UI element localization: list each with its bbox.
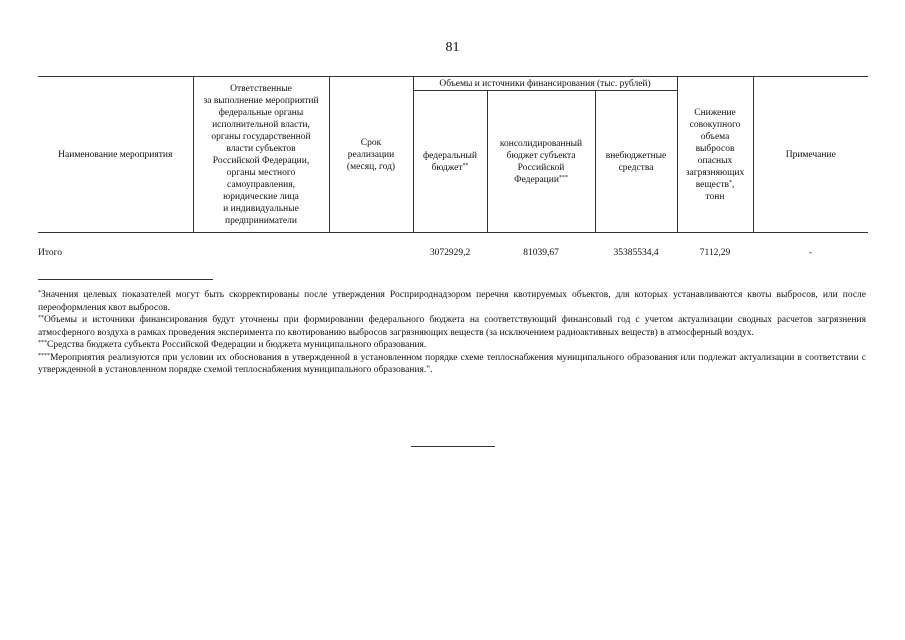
header-line: Российской — [517, 162, 565, 173]
header-line: самоуправления, — [227, 179, 295, 190]
header-line: Российской Федерации, — [212, 155, 310, 166]
header-line: бюджет — [431, 162, 463, 173]
header-line: совокупного — [689, 119, 741, 130]
footnote-4 — [38, 352, 866, 377]
header-reduction — [677, 77, 753, 233]
header-line: выбросов — [695, 143, 735, 154]
header-line: веществ — [695, 179, 729, 190]
header-line: и индивидуальные — [223, 203, 299, 214]
header-federal — [413, 91, 487, 233]
header-line: органы местного — [226, 167, 296, 178]
footnote-mark: * — [728, 179, 732, 186]
header-federal-text — [423, 151, 477, 173]
header-line: предприниматели — [225, 215, 297, 226]
header-line: федеральный — [423, 150, 477, 161]
footnote-2 — [38, 314, 866, 339]
footnote-3-text: Средства бюджета субъекта Российской Федерации и бюджета муниципального образования. — [47, 340, 427, 350]
header-line: Федерации — [514, 174, 559, 185]
total-reduction: 7112,29 — [699, 248, 731, 258]
header-line: загрязняющих — [685, 167, 745, 178]
header-line: консолидированный — [499, 138, 583, 149]
total-responsible — [193, 233, 329, 270]
footnotes — [38, 289, 866, 377]
header-line: средства — [618, 162, 654, 173]
total-label: Итого — [38, 248, 63, 258]
header-responsible — [193, 77, 329, 233]
header-line: тонн — [705, 191, 725, 202]
header-line: опасных — [697, 155, 733, 166]
footnote-2-mark: ** — [38, 315, 44, 321]
header-line: бюджет субъекта — [506, 150, 576, 161]
page-number: 81 — [445, 40, 460, 55]
header-line: (месяц, год) — [346, 161, 396, 172]
footnote-3-mark: *** — [38, 340, 47, 346]
header-line: внебюджетные — [605, 150, 667, 161]
header-line: за выполнение мероприятий — [203, 95, 319, 106]
footnote-3 — [38, 339, 866, 352]
header-line: исполнительной власти, — [212, 119, 310, 130]
header-financing-group: Объемы и источники финансирования (тыс. рублей) — [413, 77, 677, 91]
footnote-mark: *** — [558, 174, 568, 181]
table-row-total — [38, 233, 868, 270]
header-line: органы государственной — [211, 131, 311, 142]
footnote-mark: ** — [462, 162, 469, 169]
header-term — [329, 77, 413, 233]
footnote-1 — [38, 289, 866, 314]
header-reduction-text: Снижение совокупного объема выбросов опасных загрязняющих веществ*, тонн — [685, 107, 745, 202]
header-consolidated — [487, 91, 595, 233]
header-line: власти субъектов — [226, 143, 296, 154]
header-note: Примечание — [753, 77, 868, 233]
header-line: Снижение — [694, 107, 736, 118]
total-term — [329, 233, 413, 270]
header-line: объема — [700, 131, 730, 142]
footnote-4-mark: **** — [38, 352, 50, 359]
header-line: реализации — [347, 149, 395, 160]
footnote-2-text: Объемы и источники финансирования будут уточнены при формировании федерального бюджета на соответствующий финансовый год с учетом актуализации сводных расчетов загрязнения атмосферного воздуха в рамках проведения эксперимента по квотированию выбросов загрязняющих веществ (за исключением радиоактивных веществ) в атмосферный воздух. — [38, 315, 866, 338]
header-line: юридические лица — [223, 191, 299, 202]
end-divider — [411, 446, 495, 447]
measures-table — [38, 76, 868, 269]
header-line: федеральные органы — [218, 107, 304, 118]
total-extrabudgetary: 35385534,4 — [613, 248, 659, 258]
total-note: - — [808, 248, 813, 258]
header-consolidated-text — [500, 139, 582, 185]
total-consolidated: 81039,67 — [523, 248, 559, 258]
header-extrabudgetary — [595, 91, 677, 233]
footnote-4-text: Мероприятия реализуются при условии их обоснования в утвержденной в установленном порядке схеме теплоснабжения муниципального образования или подлежат актуализации в соответствии с утвержденной в установленном порядке схемой теплоснабжения муниципального образования.". — [38, 352, 866, 375]
header-name: Наименование мероприятия — [38, 77, 193, 233]
footnote-1-text: Значения целевых показателей могут быть скорректированы после утверждения Росприроднадзором перечня квотируемых объектов, для которых устанавливаются квоты выбросов, или после переоформления квот выбросов. — [38, 290, 866, 313]
footnote-divider — [38, 279, 213, 280]
header-line: Ответственные — [230, 83, 292, 94]
footnote-1-mark: * — [38, 290, 41, 296]
header-line: Срок — [360, 137, 382, 148]
total-federal: 3072929,2 — [429, 248, 471, 258]
